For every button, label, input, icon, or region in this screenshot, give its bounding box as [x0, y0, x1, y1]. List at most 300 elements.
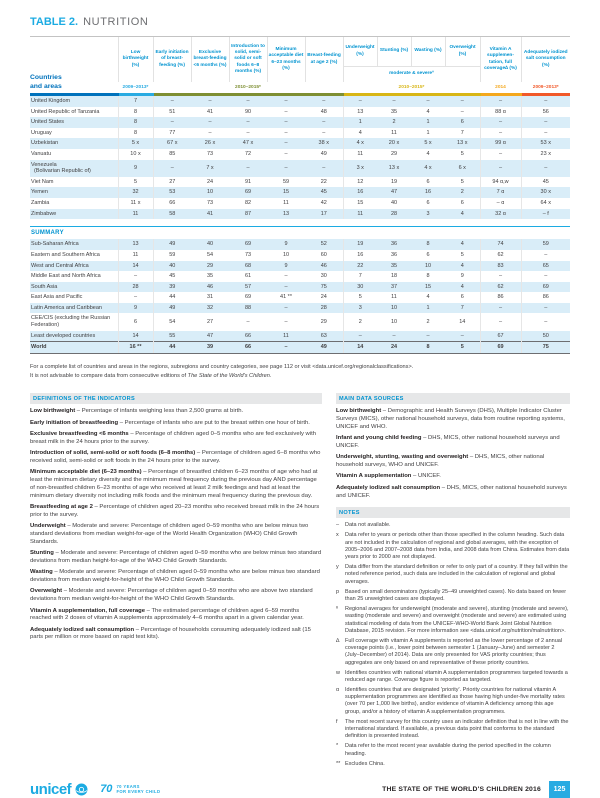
value-cell: 42 — [320, 199, 327, 206]
value-cell: 75 — [521, 342, 570, 354]
value-cell: 59 — [282, 178, 290, 185]
value-cell: – — [460, 108, 464, 115]
definition-item: Adequately iodized salt consumption – Percentage of households consuming adequately iodized salt (15 parts per million or more based on rapid test kits). — [30, 626, 311, 641]
value-cell: 56 — [521, 107, 570, 118]
value-cell: 5 — [445, 250, 480, 261]
value-cell: 16 — [343, 250, 377, 261]
value-cell: 63 — [305, 331, 343, 342]
footnote-line-1: For a complete list of countries and areas in the regions, subregions and country categories, see page 112 or visit <data.unicef.org/regionalclassifications>. — [30, 363, 414, 370]
value-cell: – — [521, 160, 570, 177]
row-label: Zambia — [31, 199, 50, 206]
table-row — [30, 239, 570, 250]
value-cell: 5 — [460, 150, 464, 157]
value-cell: – — [377, 331, 411, 342]
page-title — [30, 16, 570, 28]
table-row — [30, 138, 570, 149]
value-cell: – — [153, 117, 191, 128]
value-cell: – — [521, 128, 570, 139]
note-item: w Identifies countries with national vitamin A supplementation programmes targeted towards a reduced age range. Coverage figure is reported as targeted. — [336, 669, 568, 683]
value-cell: 11 — [283, 199, 289, 206]
value-cell: 48 — [320, 108, 327, 115]
table-row — [30, 187, 570, 198]
summary-heading-row — [30, 227, 570, 240]
value-cell: – — [267, 117, 305, 128]
value-cell: 6 — [445, 117, 480, 128]
value-cell: 4 x — [343, 138, 377, 149]
table-row — [30, 292, 570, 303]
value-cell: – — [521, 271, 570, 282]
value-cell: 19 — [390, 178, 398, 185]
value-cell: 46 — [191, 282, 229, 293]
source-item: Low birthweight – Demographic and Health Surveys (DHS), Multiple Indicator Cluster Surveys (MICS), other national household surveys, data from routine reporting systems, UNICEF and WHO. — [336, 408, 565, 430]
value-cell: 67 x — [153, 138, 191, 149]
value-cell: 7 — [343, 271, 377, 282]
table-row — [30, 250, 570, 261]
value-cell: 30 x — [521, 187, 570, 198]
value-cell: 66 — [153, 198, 191, 209]
value-cell: 90 — [244, 108, 252, 115]
column-header-underweight: Underweight (%) — [343, 37, 377, 67]
value-cell: – — [284, 150, 288, 157]
value-cell: – — [284, 129, 288, 136]
value-cell: 45 — [153, 271, 191, 282]
value-cell: 4 — [343, 128, 377, 139]
table-row — [30, 313, 570, 330]
column-header-low-birthweight: Low birthweight (%) — [118, 37, 153, 83]
row-label: South Asia — [30, 282, 118, 293]
value-cell: – — [208, 129, 212, 136]
source-item: Underweight, stunting, wasting and overweight – DHS, MICS, other national household surveys, WHO and UNICEF. — [336, 454, 545, 469]
value-cell: 4 — [445, 239, 480, 250]
countries-column-header — [30, 37, 118, 95]
row-label: Zimbabwe — [30, 209, 118, 220]
value-cell: – — [445, 331, 480, 342]
table-row — [30, 177, 570, 188]
value-cell: 16 ** — [118, 342, 153, 354]
footer-brand-group — [30, 781, 160, 798]
value-cell: – — [305, 160, 343, 177]
row-label: West and Central Africa — [30, 261, 118, 272]
value-cell: 15 — [267, 187, 305, 198]
value-cell: 68 — [229, 261, 267, 272]
value-cell: – — [191, 95, 229, 107]
value-cell: 40 — [390, 199, 398, 206]
value-cell: – — [480, 128, 521, 139]
value-cell: 35 — [191, 271, 229, 282]
value-cell: 54 — [153, 313, 191, 330]
value-cell: 6 — [426, 199, 430, 206]
value-cell: 65 — [521, 261, 570, 272]
definition-item: Wasting – Moderate and severe: Percentage of children aged 0–59 months who are below minus two standard deviations from median weight-for-height of the WHO Child Growth Standards. — [30, 569, 320, 583]
value-cell: 11 — [343, 209, 377, 220]
value-cell: 3 x — [343, 160, 377, 177]
value-cell: 51 — [153, 107, 191, 118]
value-cell: 99 ɑ — [480, 138, 521, 149]
value-cell: 15 — [343, 198, 377, 209]
value-cell: 69 — [229, 239, 267, 250]
value-cell: – — [267, 160, 305, 177]
value-cell: – — [267, 95, 305, 107]
period-cell: 2009–2013* — [118, 82, 153, 95]
definition-item: Breastfeeding at age 2 – Percentage of children aged 20–23 months who received breast milk in the 24 hours prior to the survey. — [30, 503, 320, 518]
value-cell: 4 — [445, 282, 480, 293]
note-item: ɑ Identifies countries that are designated 'priority'. Priority countries for national vitamin A supplementation programmes are identified as those having high under-five mortality rates (over 70 per 1,000 live births), and/or evidence of vitamin A deficiency among this age group, and/or a history of vitamin A supplementation programmes. — [336, 686, 565, 715]
value-cell: 69 — [480, 342, 521, 354]
value-cell: 12 — [343, 177, 377, 188]
row-label: Middle East and North Africa — [30, 271, 118, 282]
right-column — [336, 393, 570, 770]
value-cell: 36 — [377, 239, 411, 250]
value-cell: 7 — [445, 303, 480, 314]
value-cell: 4 — [411, 292, 445, 303]
value-cell: – — [305, 117, 343, 128]
value-cell: – — [480, 160, 521, 177]
value-cell: 50 — [521, 331, 570, 342]
note-item: * Data refer to the most recent year available during the period specified in the column heading. — [336, 743, 551, 757]
row-label: United Kingdom — [30, 95, 118, 107]
footer-title-group — [382, 781, 570, 798]
value-cell: 5 x — [118, 138, 153, 149]
value-cell: 8 — [118, 117, 153, 128]
page-footer — [30, 781, 570, 798]
value-cell: 4 — [426, 150, 430, 157]
row-label: Venezuela (Bolivarian Republic of) — [30, 160, 118, 177]
column-header-exclusive-breastfeeding: Exclusive breast-feeding <6 months (%) — [191, 37, 229, 83]
value-cell: 86 — [480, 292, 521, 303]
value-cell: – f — [521, 209, 570, 220]
value-cell: 29 — [390, 150, 398, 157]
value-cell: 27 — [191, 313, 229, 330]
value-cell: 5 — [343, 292, 377, 303]
value-cell: 77 — [153, 128, 191, 139]
value-cell: 58 — [153, 209, 191, 220]
table-row — [30, 198, 570, 209]
page-number: 125 — [549, 781, 570, 798]
row-label: Yemen — [30, 187, 118, 198]
value-cell: 29 — [305, 313, 343, 330]
value-cell: 9 — [118, 303, 153, 314]
value-cell: 3 — [411, 209, 445, 220]
row-label: United States — [30, 117, 118, 128]
value-cell: 30 — [305, 271, 343, 282]
row-label: East Asia and Pacific — [30, 292, 118, 303]
value-cell: 27 — [153, 177, 191, 188]
value-cell: 45 — [521, 177, 570, 188]
value-cell: 37 — [377, 282, 411, 293]
value-cell: 28 — [118, 282, 153, 293]
value-cell: 69 — [229, 292, 267, 303]
value-cell: – — [267, 282, 305, 293]
column-header-wasting: Wasting (%) — [411, 37, 445, 67]
value-cell: 13 — [118, 239, 153, 250]
value-cell: – — [267, 303, 305, 314]
country-rows — [30, 95, 570, 220]
note-item: ** Excludes China. — [336, 760, 385, 767]
value-cell: 6 — [445, 292, 480, 303]
corner-line-2: and areas — [30, 82, 62, 90]
note-item: ∆ Full coverage with vitamin A supplements is reported as the lower percentage of 2 annual coverage points (i.e., lower point between semester 1 (January–June) and semester 2 (July–December) of 2014). Data are only presented for VAS priority countries; thus aggregates are only based on and representative of these priority countries. — [336, 637, 563, 666]
table-row — [30, 107, 570, 118]
value-cell: 87 — [229, 209, 267, 220]
value-cell: 91 — [244, 178, 252, 185]
value-cell: 35 — [390, 108, 398, 115]
value-cell: 39 — [191, 342, 229, 354]
column-header-stunting: Stunting (%) — [377, 37, 411, 67]
value-cell: 49 — [153, 239, 191, 250]
row-label: Uzbekistan — [30, 138, 118, 149]
table-row — [30, 149, 570, 160]
value-cell: 6 — [426, 178, 430, 185]
value-cell: 40 — [191, 239, 229, 250]
value-cell: – — [445, 95, 480, 107]
column-header-vitamin-a: Vitamin A supplemen-tation, full coverage∆ (%) — [480, 37, 521, 83]
column-header-row — [30, 37, 570, 67]
value-cell: – — [480, 149, 521, 160]
value-cell: – — [153, 160, 191, 177]
value-cell: 75 — [305, 282, 343, 293]
value-cell: 8 — [118, 128, 153, 139]
value-cell: – — [267, 313, 305, 330]
value-cell: – — [521, 303, 570, 314]
summary-heading: SUMMARY — [30, 227, 570, 240]
value-cell: 10 — [377, 313, 411, 330]
value-cell: – — [267, 138, 305, 149]
value-cell: 2 — [377, 117, 411, 128]
value-cell: – — [118, 271, 153, 282]
value-cell: – — [480, 313, 521, 330]
value-cell: 35 — [377, 261, 411, 272]
value-cell: – — [267, 271, 305, 282]
table-row — [30, 342, 570, 354]
definition-item: Introduction of solid, semi-solid or soft foods (6–8 months) – Percentage of children aged 6–8 months who received solid, semi-solid or soft foods in the 24 hours prior to the survey. — [30, 450, 321, 464]
value-cell: – — [521, 95, 570, 107]
for-every-child-badge: 70 YEARS FOR EVERY CHILD — [116, 783, 161, 795]
value-cell: 44 — [153, 292, 191, 303]
value-cell: 28 — [305, 303, 343, 314]
value-cell: 9 — [445, 271, 480, 282]
corner-line-1: Countries — [30, 73, 62, 81]
sources-section — [336, 393, 570, 500]
value-cell: 5 x — [411, 138, 445, 149]
column-header-breastfeeding-age2: Breast-feeding at age 2 (%) — [305, 37, 343, 83]
note-item: f The most recent survey for this country uses an indicator definition that is not in line with the international standard. If available, a previous data point that conforms to the standard definition is presented instead. — [336, 718, 569, 740]
value-cell: 16 — [343, 187, 377, 198]
report-title: THE STATE OF THE WORLD'S CHILDREN 2016 — [382, 785, 541, 793]
value-cell: – — [118, 292, 153, 303]
value-cell: 64 x — [521, 198, 570, 209]
value-cell: 20 x — [377, 138, 411, 149]
value-cell: 10 — [191, 187, 229, 198]
note-item: y Data differ from the standard definition or refer to only part of a country. If they fall within the noted reference period, such data are included in the calculation of regional and global averages. — [336, 564, 568, 585]
definition-item: Underweight – Moderate and severe: Percentage of children aged 0–59 months who are below minus two standard deviations from median weight-for-age of the World Health Organization (WHO) Child Growth Standards. — [30, 523, 309, 545]
row-label: Sub-Saharan Africa — [30, 239, 118, 250]
value-cell: – — [191, 117, 229, 128]
summary-section — [30, 219, 570, 353]
column-header-overweight: Overweight (%) — [445, 37, 480, 67]
note-item: º Regional averages for underweight (moderate and severe), stunting (moderate and severe), wasting (moderate and severe) and overweight (moderate and severe) are estimated using statistical modeling of data from the UNICEF-WHO-World Bank Joint Global Nutrition Database, 2015 revision. For more information see <data.unicef.org/nutrition/malnutrition>. — [336, 606, 569, 634]
period-cell: 2010–2015* — [343, 82, 480, 95]
definition-item: Minimum acceptable diet (6–23 months) – Percentage of breastfed children 6–23 months of age who had at least the minimum dietary diversity and the minimum meal frequency during the previous day AND percentage of non-breastfed children 6–23 months of age who received at least 2 milk feedings and had at least the minimum dietary diversity not including milk foods and the minimum meal frequency during the previous day. — [30, 469, 318, 499]
table-row — [30, 271, 570, 282]
value-cell: – — [153, 95, 191, 107]
note-item: – Data not available. — [336, 522, 391, 529]
value-cell: 8 — [118, 107, 153, 118]
value-cell: – — [267, 342, 305, 354]
nutrition-table — [30, 36, 570, 354]
value-cell: 66 — [229, 331, 267, 342]
table-row — [30, 303, 570, 314]
value-cell: 4 x — [411, 160, 445, 177]
value-cell: 1 — [343, 117, 377, 128]
value-cell: 16 — [411, 187, 445, 198]
table-row — [30, 95, 570, 107]
value-cell: – — [411, 95, 445, 107]
value-cell: 11 — [343, 149, 377, 160]
value-cell: 67 — [480, 331, 521, 342]
value-cell: 6 — [118, 313, 153, 330]
column-header-introduction-foods: Introduction to solid, semi-solid or soft foods 6–8 months (%) — [229, 37, 267, 83]
value-cell: 31 — [191, 292, 229, 303]
definition-item: Stunting – Moderate and severe: Percentage of children aged 0–59 months who are below minus two standard deviations from median height-for-age of the WHO Child Growth Standards. — [30, 550, 322, 564]
table-row — [30, 282, 570, 293]
value-cell: – — [480, 95, 521, 107]
value-cell: 9 — [267, 239, 305, 250]
value-cell: 11 — [118, 250, 153, 261]
value-cell: 10 — [267, 250, 305, 261]
value-cell: 22 — [343, 261, 377, 272]
period-cell: 2014 — [480, 82, 521, 95]
value-cell: 15 — [411, 282, 445, 293]
value-cell: 73 — [229, 250, 267, 261]
value-cell: 74 — [480, 239, 521, 250]
value-cell: 32 — [118, 187, 153, 198]
value-cell: – — [229, 95, 267, 107]
table-header — [30, 37, 570, 95]
value-cell: 13 — [343, 107, 377, 118]
value-cell: 69 — [229, 187, 267, 198]
row-label: United Republic of Tanzania — [31, 108, 100, 115]
value-cell: 24 — [377, 342, 411, 354]
value-cell: 45 — [305, 187, 343, 198]
value-cell: – ɑ — [480, 198, 521, 209]
source-item: Vitamin A supplementation – UNICEF. — [336, 473, 441, 480]
value-cell: 5 — [460, 178, 464, 185]
value-cell: 14 — [343, 342, 377, 354]
source-item: Adequately iodized salt consumption – DHS, MICS, other national household surveys and UNICEF. — [336, 484, 567, 499]
value-cell: 52 — [305, 239, 343, 250]
value-cell: 6 — [460, 199, 464, 206]
column-header-iodized-salt: Adequately iodized salt consumption (%) — [521, 37, 570, 83]
value-cell: 29 — [191, 261, 229, 272]
unicef-logo: unicef — [30, 780, 72, 798]
value-cell: 86 — [521, 292, 570, 303]
notes-heading: NOTES — [336, 507, 570, 518]
value-cell: – — [229, 160, 267, 177]
value-cell: 85 — [153, 149, 191, 160]
value-cell: 41 — [191, 209, 229, 220]
value-cell: 9 — [267, 261, 305, 272]
value-cell: 61 — [229, 271, 267, 282]
value-cell: – — [480, 117, 521, 128]
value-cell: 59 — [153, 250, 191, 261]
value-cell: 7 — [460, 129, 464, 136]
value-cell: 32 ɑ — [480, 209, 521, 220]
table-number-label: TABLE 2. — [30, 16, 79, 28]
value-cell: 40 — [153, 261, 191, 272]
value-cell: – — [305, 95, 343, 107]
value-cell: 4 — [445, 209, 480, 220]
row-label: Eastern and Southern Africa — [30, 250, 118, 261]
row-label: Least developed countries — [30, 331, 118, 342]
value-cell: 73 — [206, 199, 214, 206]
unicef-globe-icon — [75, 783, 88, 796]
value-cell: 8 — [411, 239, 445, 250]
value-cell: 24 — [206, 178, 214, 185]
note-item: p Based on small denominators (typically 25–49 unweighted cases). No data based on fewer than 25 unweighted cases are displayed. — [336, 588, 567, 602]
value-cell: 14 — [118, 331, 153, 342]
definition-item: Overweight – Moderate and severe: Percentage of children aged 0–59 months who are above two standard deviations from median weight-for-height of the WHO Child Growth Standards. — [30, 588, 313, 603]
value-cell: 53 — [153, 187, 191, 198]
definitions-heading: DEFINITIONS OF THE INDICATORS — [30, 393, 322, 404]
definitions-section — [30, 393, 322, 770]
value-cell: 24 — [305, 292, 343, 303]
source-item: Infant and young child feeding – DHS, MICS, other national household surveys and UNICEF. — [336, 435, 560, 449]
value-cell: 41 ** — [267, 292, 305, 303]
value-cell: – — [343, 331, 377, 342]
sources-heading: MAIN DATA SOURCES — [336, 393, 570, 404]
value-cell: 8 — [411, 271, 445, 282]
value-cell: 13 — [267, 209, 305, 220]
value-cell: 11 — [391, 129, 397, 136]
value-cell: 47 — [191, 331, 229, 342]
value-cell: 49 — [305, 342, 343, 354]
table-row — [30, 117, 570, 128]
row-label: World — [30, 342, 118, 354]
value-cell: – — [343, 95, 377, 107]
value-cell: 6 — [411, 250, 445, 261]
spacer-row — [30, 219, 570, 227]
value-cell: – — [377, 95, 411, 107]
row-label: Vanuatu — [31, 150, 52, 157]
row-label: Uruguay — [31, 129, 52, 136]
value-cell: 26 x — [191, 138, 229, 149]
definition-item: Early initiation of breastfeeding – Percentage of infants who are put to the breast within one hour of birth. — [30, 419, 310, 426]
definition-item: Exclusive breastfeeding <6 months – Percentage of children aged 0–5 months who are fed exclusively with breast milk in the 24 hours prior to the survey. — [30, 430, 317, 445]
notes-list — [336, 522, 570, 767]
value-cell: 3 — [343, 303, 377, 314]
table-row — [30, 209, 570, 220]
footnote-line-2: It is not advisable to compare data from consecutive editions of The State of the World's Children. — [30, 372, 272, 379]
definition-item: Low birthweight – Percentage of infants weighing less than 2,500 grams at birth. — [30, 408, 244, 415]
value-cell: 19 — [343, 239, 377, 250]
value-cell: 1 — [426, 129, 430, 136]
column-header-minimum-diet: Minimum acceptable diet 6–23 months (%) — [267, 37, 305, 83]
table-row — [30, 331, 570, 342]
value-cell: – — [322, 129, 326, 136]
value-cell: 6 x — [445, 160, 480, 177]
value-cell: – — [521, 250, 570, 261]
value-cell: 10 x — [118, 149, 153, 160]
value-cell: – — [284, 108, 288, 115]
value-cell: 9 — [118, 160, 153, 177]
value-cell: 11 x — [118, 198, 153, 209]
definition-item: Vitamin A supplementation, full coverage – The estimated percentage of children aged 6–59 months reached with 2 doses of vitamin A supplements approximately 4–6 months apart in a given calendar year. — [30, 607, 304, 622]
value-cell: 66 — [229, 342, 267, 354]
value-cell: 47 x — [229, 138, 267, 149]
value-cell: 2 — [445, 187, 480, 198]
table-row — [30, 261, 570, 272]
value-cell: 60 — [305, 250, 343, 261]
